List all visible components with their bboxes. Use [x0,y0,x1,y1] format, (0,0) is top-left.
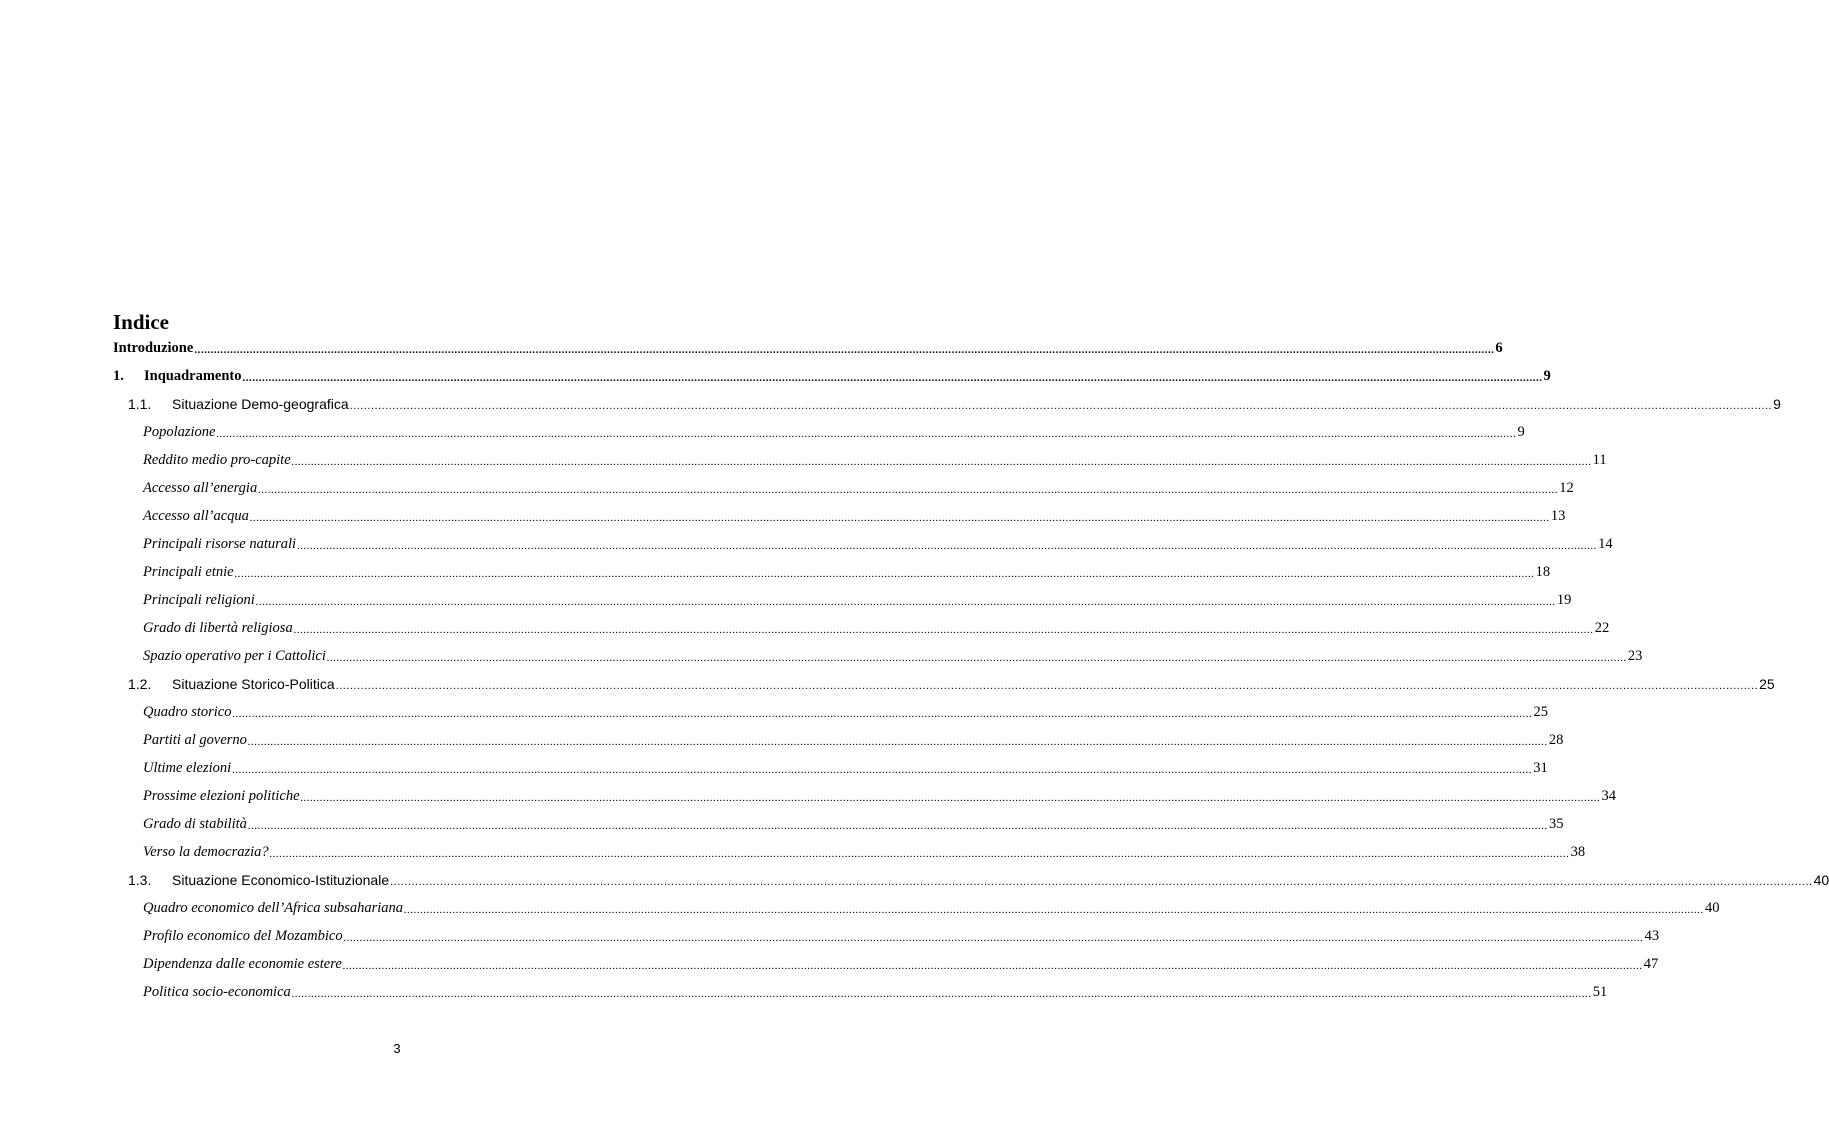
toc-entry[interactable] [128,866,1829,894]
toc-entry-title: Partiti al governo [143,731,247,748]
toc-dot-leader: ................................................................................................................................................................................................................................................................................................................................................................................................................ [249,512,1550,524]
toc-dot-leader: ................................................................................................................................................................................................................................................................................................................................................................................................................ [326,652,1627,664]
toc-entry[interactable] [143,502,1566,530]
toc-dot-leader: ................................................................................................................................................................................................................................................................................................................................................................................................................ [297,540,1598,552]
toc-dot-leader: ................................................................................................................................................................................................................................................................................................................................................................................................................ [234,568,1535,580]
toc-entry-title: Profilo economico del Mozambico [143,927,343,944]
toc-dot-leader: ................................................................................................................................................................................................................................................................................................................................................................................................................ [194,344,1495,356]
toc-dot-leader: ................................................................................................................................................................................................................................................................................................................................................................................................................ [291,988,1592,1000]
toc-entry-page: 51 [1592,983,1608,1000]
toc-entry[interactable] [143,922,1660,950]
toc-entry-page: 9 [1773,396,1781,412]
toc-entry-page: 9 [1543,367,1551,384]
toc-entry[interactable] [143,418,1525,446]
toc-entry-title: Introduzione [113,339,194,356]
toc-entry-title: Inquadramento [144,367,242,384]
toc-dot-leader: ................................................................................................................................................................................................................................................................................................................................................................................................................ [342,960,1643,972]
toc-entry-title: Reddito medio pro-capite [143,451,291,468]
toc-entry[interactable] [143,698,1548,726]
toc-entry-title: Situazione Demo-geografica [172,396,349,412]
toc-dot-leader: ................................................................................................................................................................................................................................................................................................................................................................................................................ [247,736,1548,748]
toc-entry[interactable] [143,782,1617,810]
toc-entry[interactable] [143,978,1608,1006]
toc-entry-number: 1. [113,367,124,384]
toc-entry-number: 1.3. [128,872,152,888]
toc-entry-page: 22 [1594,619,1610,636]
toc-entry[interactable] [143,950,1659,978]
toc-entry-title: Politica socio-economica [143,983,291,1000]
toc-entry-title: Ultime elezioni [143,759,232,776]
toc-entry-page: 19 [1556,591,1572,608]
toc-entry-page: 18 [1535,563,1551,580]
toc-entry-page: 11 [1592,451,1607,468]
toc-entry-title: Prossime elezioni politiche [143,787,300,804]
toc-entry-title: Dipendenza dalle economie estere [143,955,342,972]
toc-entry-page: 38 [1570,843,1586,860]
toc-entry[interactable] [143,642,1643,670]
toc-entry-page: 9 [1517,423,1525,440]
toc-entry-title: Principali etnie [143,563,234,580]
toc-entry-title: Principali religioni [143,591,255,608]
toc-dot-leader: ................................................................................................................................................................................................................................................................................................................................................................................................................ [216,428,1517,440]
toc-dot-leader: ................................................................................................................................................................................................................................................................................................................................................................................................................ [291,456,1592,468]
toc-entry[interactable] [143,838,1586,866]
toc-entry-page: 40 [1705,899,1720,916]
toc-entry[interactable] [113,334,1503,362]
toc-entry[interactable] [113,362,1551,390]
toc-entry-page: 25 [1759,676,1775,692]
toc-entry-title: Popolazione [143,423,216,440]
toc-entry-page: 47 [1643,955,1659,972]
toc-entry-page: 43 [1644,927,1660,944]
toc-entry-page: 13 [1550,507,1566,524]
toc-entry-page: 6 [1495,339,1503,356]
toc-entry-page: 12 [1559,479,1574,496]
toc-entry-title: Quadro economico dell’Africa subsahariana [143,899,404,916]
toc-entry[interactable] [143,726,1564,754]
toc-entry-page: 23 [1627,647,1643,664]
toc-dot-leader: ................................................................................................................................................................................................................................................................................................................................................................................................................ [335,680,1759,692]
toc-entry[interactable] [143,754,1548,782]
toc-entry[interactable] [128,390,1781,418]
toc-dot-leader: ................................................................................................................................................................................................................................................................................................................................................................................................................ [269,848,1570,860]
toc-entry[interactable] [143,474,1574,502]
toc-dot-leader: ................................................................................................................................................................................................................................................................................................................................................................................................................ [255,596,1556,608]
toc-dot-leader: ................................................................................................................................................................................................................................................................................................................................................................................................................ [232,708,1533,720]
toc-dot-leader: ................................................................................................................................................................................................................................................................................................................................................................................................................ [343,932,1644,944]
toc-entry-title: Grado di libertà religiosa [143,619,293,636]
toc-entry[interactable] [128,670,1775,698]
toc-entry-title: Situazione Economico-Istituzionale [172,872,390,888]
toc-entry-page: 14 [1598,535,1613,552]
toc-dot-leader: ................................................................................................................................................................................................................................................................................................................................................................................................................ [300,792,1601,804]
toc-entry-title: Quadro storico [143,703,232,720]
toc-dot-leader: ................................................................................................................................................................................................................................................................................................................................................................................................................ [247,820,1548,832]
toc-entry-title: Accesso all’acqua [143,507,249,524]
toc-dot-leader: ................................................................................................................................................................................................................................................................................................................................................................................................................ [404,904,1705,916]
toc-entry-number: 1.1. [128,396,152,412]
toc-entry-number: 1.2. [128,676,152,692]
toc-dot-leader: ................................................................................................................................................................................................................................................................................................................................................................................................................ [232,764,1533,776]
toc-entry-page: 25 [1533,703,1548,720]
toc-entry-title: Situazione Storico-Politica [172,676,335,692]
toc-entry-page: 31 [1533,759,1548,776]
toc-entry-title: Grado di stabilità [143,815,247,832]
toc-entry[interactable] [143,558,1551,586]
toc-dot-leader: ................................................................................................................................................................................................................................................................................................................................................................................................................ [293,624,1594,636]
toc-entry-page: 40 [1813,872,1829,888]
page-number: 3 [393,1041,401,1056]
page-title: Indice [113,310,170,334]
toc-entry-title: Accesso all’energia [143,479,258,496]
toc-entry-page: 28 [1548,731,1564,748]
toc-entry-page: 35 [1548,815,1564,832]
toc-entry-page: 34 [1601,787,1617,804]
toc-dot-leader: ................................................................................................................................................................................................................................................................................................................................................................................................................ [258,484,1559,496]
toc-entry[interactable] [143,446,1607,474]
toc-entry[interactable] [143,530,1613,558]
toc-dot-leader: ................................................................................................................................................................................................................................................................................................................................................................................................................ [242,372,1543,384]
toc-dot-leader: ................................................................................................................................................................................................................................................................................................................................................................................................................ [349,400,1773,412]
toc-entry[interactable] [143,614,1610,642]
toc-dot-leader: ................................................................................................................................................................................................................................................................................................................................................................................................................ [390,876,1813,888]
toc-entry-title: Verso la democrazia? [143,843,269,860]
toc-entry[interactable] [143,810,1564,838]
toc-entry-title: Spazio operativo per i Cattolici [143,647,326,664]
toc-entry-title: Principali risorse naturali [143,535,297,552]
toc-entry[interactable] [143,586,1572,614]
toc-entry[interactable] [143,894,1720,922]
